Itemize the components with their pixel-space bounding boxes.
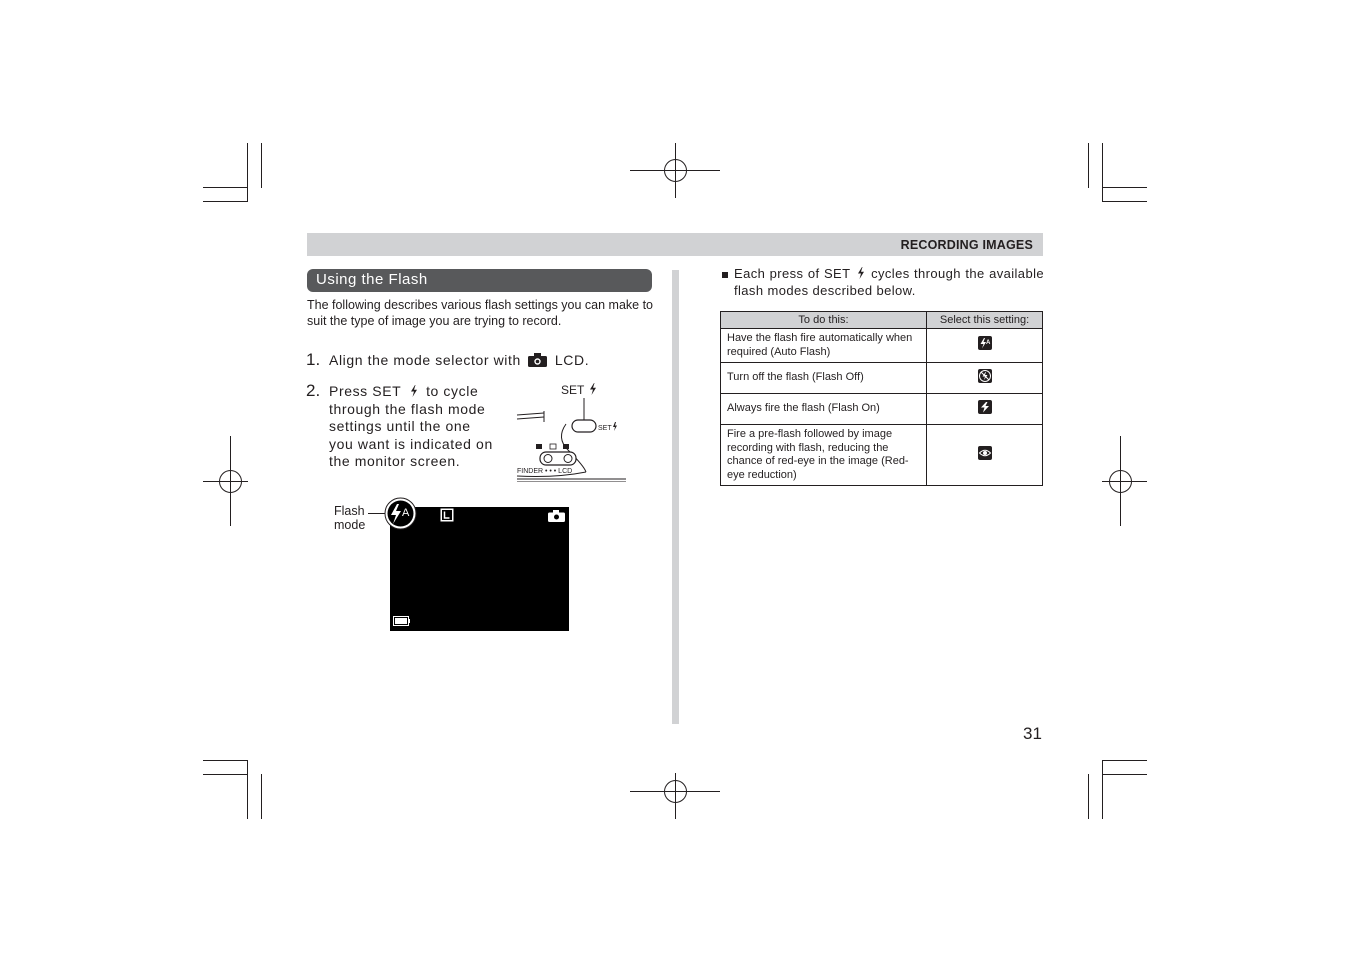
table-cell-description: Always fire the flash (Flash On) — [721, 394, 927, 425]
table-cell-description: Have the flash fire automatically when required (Auto Flash) — [721, 329, 927, 363]
flash-bolt-icon — [410, 385, 418, 397]
small-flash-bolt-icon — [613, 422, 617, 431]
finder-lcd-label: FINDER • • • LCD — [517, 468, 573, 475]
image-size-icon — [440, 508, 454, 522]
section-title: Using the Flash — [316, 271, 428, 288]
bullet-marker — [722, 272, 728, 278]
flash-mode-label-line1: Flash — [334, 504, 365, 518]
flash-on-icon — [978, 400, 992, 414]
table-cell-icon — [927, 394, 1043, 425]
set-button-text: SET — [598, 425, 612, 432]
set-label — [561, 383, 597, 397]
table-header-action: To do this: — [721, 312, 927, 329]
step-1-text-before: Align the mode selector with — [329, 352, 521, 368]
auto-flash-letter: A — [402, 507, 410, 519]
table-row — [721, 363, 1043, 394]
section-heading — [307, 269, 652, 292]
flash-settings-table — [720, 311, 1043, 486]
flash-mode-label — [334, 505, 365, 532]
record-mode-camera-icon — [548, 510, 565, 522]
red-eye-reduction-icon — [978, 446, 992, 460]
set-label-text: SET — [561, 383, 585, 397]
step-2-number: 2. — [306, 381, 321, 400]
auto-flash-icon — [978, 336, 992, 350]
camera-icon — [528, 353, 547, 367]
bullet-text — [734, 266, 1044, 299]
flash-mode-label-line2: mode — [334, 517, 366, 532]
header-band — [307, 233, 1043, 256]
table-cell-icon — [927, 363, 1043, 394]
table-header-setting: Select this setting: — [927, 312, 1043, 329]
column-divider — [672, 270, 679, 724]
table-row — [721, 394, 1043, 425]
intro-paragraph: The following describes various flash settings you can make to suit the type of image you are trying to record. — [307, 298, 654, 328]
step-2-text-before: Press SET — [329, 383, 402, 399]
battery-icon — [393, 616, 410, 626]
auto-flash-mode-indicator-icon — [384, 497, 417, 530]
table-cell-icon — [927, 329, 1043, 363]
svg-text:A: A — [985, 340, 990, 347]
table-row — [721, 329, 1043, 363]
table-header-row — [721, 312, 1043, 329]
bullet-text-before: Each press of SET — [734, 266, 851, 281]
bullet-flash-bolt-icon — [857, 267, 865, 279]
table-row — [721, 425, 1043, 486]
set-flash-bolt-icon — [589, 383, 597, 395]
camera-back-illustration — [516, 396, 628, 482]
step-1-text-after: LCD. — [554, 352, 590, 368]
table-cell-description: Fire a pre-flash followed by image recording with flash, reducing the chance of red-eye in the image (Red-eye reduction) — [721, 425, 927, 486]
page-number: 31 — [1023, 724, 1042, 743]
table-cell-description: Turn off the flash (Flash Off) — [721, 363, 927, 394]
bullet-text-after: cycles through the available flash modes described below. — [734, 266, 1044, 298]
step-1-number: 1. — [306, 350, 321, 369]
step-2-text-after: to cycle through the flash mode settings until the one you want is indicated on the monitor screen. — [329, 383, 493, 469]
flash-off-icon — [978, 369, 992, 383]
step-1-text — [329, 352, 589, 370]
table-cell-icon — [927, 425, 1043, 486]
header-title: RECORDING IMAGES — [900, 238, 1033, 252]
step-2-text — [329, 383, 499, 471]
